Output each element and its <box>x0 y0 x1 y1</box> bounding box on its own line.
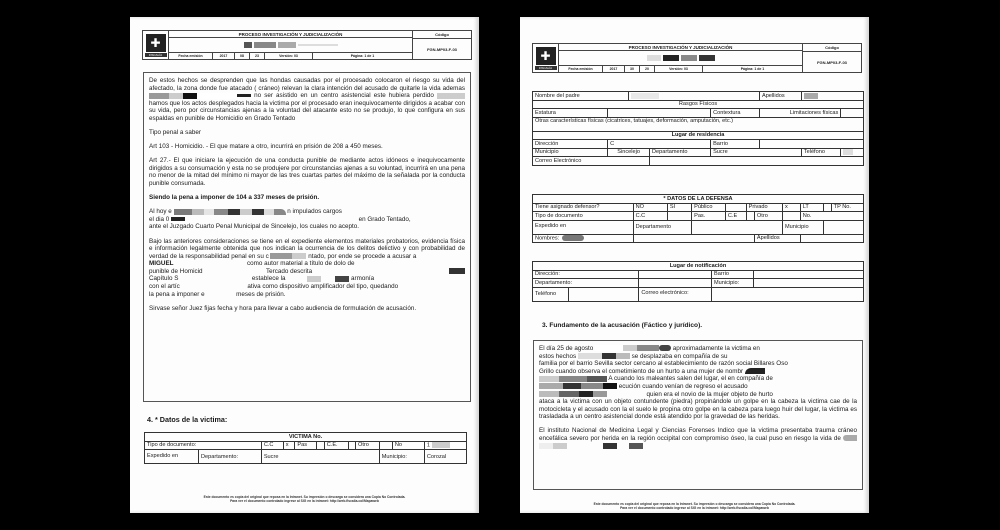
puzzle-icon: ✚ <box>536 47 556 65</box>
hechos-textbox: De estos hechos se desprenden que las hondas causadas por el procesado colocaron el riesgo su vida del afectado, la zona donde fue atacado ( cráneo) relevan la clara intención del acusado de quitarle la vida ademas no ser asistido en un centro asistencial este hubiera perdido hamos que los actos desplegados hacia la victima por el procesado eran inequivocamente dirigidos a acabar con su vida, pero por circunstancias ajenas a la voluntad del atacante esto no se produjo, lo que configura en sus espaldas en punible de Homicidio en Grado Tentado Tipo penal a saber Art 103 - Homicidio. - El que matare a otro, incurrirá en prisión de 208 a 450 meses. Art 27.- El que iniciare la ejecución de una conducta punible de mediante actos idóneos e inequivocamente dirigidos a su consumación y esta no se produjere por circunstancias ajenas a su voluntad, incurrirá en una pena no menor de la mitad del mínimo ni mayor de las tres cuartas partes del máximo de la señalada por la conducta punible consumada. Siendo la pena a imponer de 104 a 337 meses de prisión. Al hoy e n impulados cargos el dia 0 en Grado Tentado, ante el Juzgado Cuarto Penal Municipal de Sincelejo, los cuales no acepto. Bajo las anteriores consideraciones se tiene en el expediente elementos materiales probatorios, evidencia física e información legalmente obtenida que nos indican la ocurrencia de los delitos delictivo y con probabilidad de verdad de la responsabilidad penal en su c ntado, por ende se procede a acusar a MIGUEL como autor material a título de dolo de punible de Homicid Tercado descrita Capítulo S establece la armonía con el artíc ativa como dispositivo amplificador del tipo, quedando la pena a imponer e meses de prisión. Sirvase señor Juez fijas fecha y hora para llevar a cabo audiencia de formulación de acusación. <box>143 72 471 402</box>
pena-text: Siendo la pena a imponer de 104 a 337 meses de prisión. <box>149 194 320 202</box>
lugar-notificacion-table: Lugar de notificación Dirección: Barrio Departamento: Municipio: Teléfono Correo electrónico: <box>532 261 864 302</box>
document-page-left <box>130 17 479 513</box>
codigo-value: FGN-MP03-F-03 <box>427 46 457 52</box>
tipo-penal: Tipo penal a saber <box>149 129 201 137</box>
document-header <box>142 30 472 60</box>
codigo-label: Código <box>413 31 471 39</box>
datos-defensa-table: * DATOS DE LA DEFENSA Tiene asignado defensor? NO SI Público Privado x LT TP No. Tipo de documento C.C Pas. C.E Otro No. Expedido en Departamento Municipio Nombres: Apellidos <box>532 194 864 243</box>
fiscalia-logo: ✚ FISCALÍA <box>143 31 169 59</box>
section-datos-victima: 4. * Datos de la victima: <box>147 415 228 424</box>
redacted-subtitle <box>559 51 802 65</box>
document-page-right <box>520 17 869 513</box>
process-title: PROCESO INVESTIGACIÓN Y JUDICIALIZACIÓN <box>559 44 802 51</box>
fundamento-textbox: El día 25 de agosto aproximadamente la victima en estos hechos se desplazaba en compañía de su familia por el barrio Sevilla sector cercano al establecimiento de razón social Billares Oso Grillo cuando observa el cometimiento de un hurto a una mujer de nombr A cuando los maleantes salen del lugar, el en compañía de ecución cuando venían de regreso el acusado quien era el novio de la mujer objeto de hurto ataca a la victima con un objeto contundente (piedra) propinándole un golpe en la cabeza la victima cae de la motocicleta y el acusado con la el suelo le propina otro golpe en la cabeza para luego huir del lugar, la victima es trasladada a un centro asistencial donde está atendido por la gravedad de las heridas. El instituto Nacional de Medicina Legal y Ciencias Forenses Indico que la victima presentaba trauma cráneo encefálica severo por herida en la región occipital con compromiso óseo, la cual puso en riesgo la vida de <box>533 340 863 490</box>
page-footer: Este documento es copia del original que reposa en la Intranet. Su impresión o descarga se considera una Copia No Controlada. Para ver el documento controlado ingrese al SIG en la intranet: http://web.fiscalia.col/Mapaweb <box>593 502 796 511</box>
art-27: Art 27.- El que iniciare la ejecución de una conducta punible de mediante actos idóneos e inequivocamente dirigidos a su consumación y esta no se produjere por circunstancias ajenas a su voluntad, incurrirá en una pena no menor de la mitad del mínimo ni mayor de las tres cuartas partes del máximo de la señalada por la conducta punible consumada. <box>149 157 465 188</box>
page-footer: Este documento es copia del original que reposa en la Intranet. Su impresión o descarga se considera una Copia No Controlada. Para ver el documento controlado ingrese al SIG en la intranet: http://web.fiscalia.col/Mapaweb <box>203 495 406 504</box>
redacted-subtitle <box>169 38 412 52</box>
section-fundamento: 3. Fundamento de la acusación (Fáctico y jurídico). <box>542 322 703 329</box>
header-meta: Fecha emisión 2017 30 20 Versión: 03 Página: 1 de 1 <box>559 65 802 72</box>
document-header <box>532 43 862 73</box>
codigo-label: Código <box>803 44 861 52</box>
datos-personales-table: Nombre del padre Apellidos Rasgos Físicos Estatura Contextura Limitaciones físicas Otras características físicas (cicatrices, tatuajes, deformación, amputación, etc.) Lugar de residencia Dirección C Barrio Municipio Sincelejo Departamento Sucre Teléfono Correo Electrónico <box>532 91 864 166</box>
codigo-value: FGN-MP03-F-03 <box>817 59 847 65</box>
victima-table: VICTIMA No. Tipo de documento: C.C x Pas C.E. Otro No 1 Expedido en Departamento: Sucre Municipio: Corozal <box>144 432 467 464</box>
header-meta: Fecha emisión 2017 08 23 Versión: 03 Página: 1 de 1 <box>169 52 412 59</box>
puzzle-icon: ✚ <box>146 34 166 52</box>
sirvase-text: Sirvase señor Juez fijas fecha y hora para llevar a cabo audiencia de formulación de acusación. <box>149 304 417 312</box>
art-103: Art 103 - Homicidio. - El que matare a otro, incurrirá en prisión de 208 a 450 meses. <box>149 143 383 151</box>
fiscalia-logo: ✚ FISCALÍA <box>533 44 559 72</box>
process-title: PROCESO INVESTIGACIÓN Y JUDICIALIZACIÓN <box>169 31 412 38</box>
